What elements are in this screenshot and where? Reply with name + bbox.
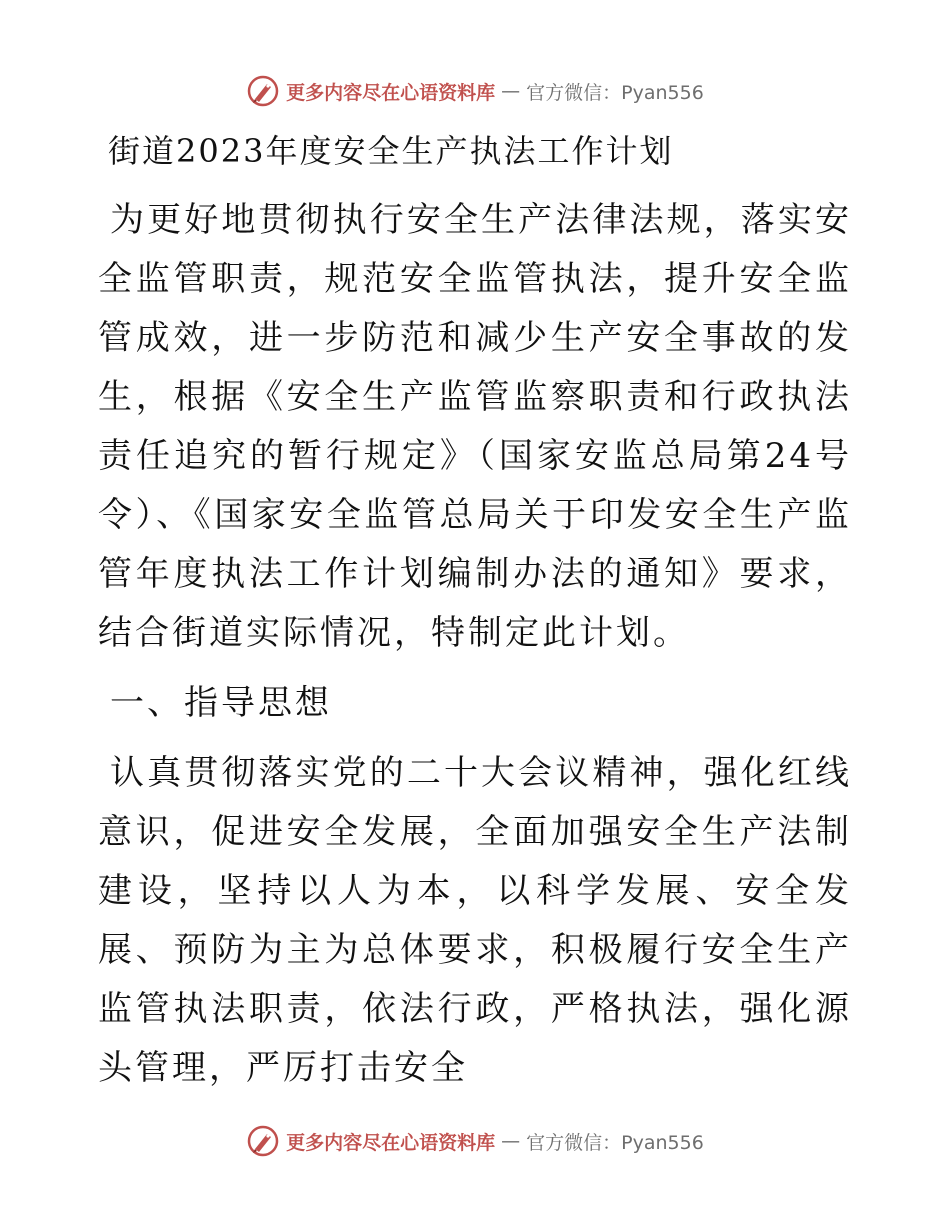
watermark-separator: — — [501, 1130, 521, 1152]
watermark-header — [0, 74, 950, 108]
watermark-brand-text: 更多内容尽在心语资料库 — [286, 1131, 496, 1154]
watermark-contact-text: 官方微信：Pyan556 — [526, 81, 704, 104]
document-body — [98, 122, 852, 1098]
watermark-contact-text: 官方微信：Pyan556 — [526, 1131, 704, 1154]
pen-nib-logo-icon — [246, 1124, 280, 1158]
document-title: 街道2023年度安全生产执法工作计划 — [108, 132, 674, 170]
intro-paragraph: 为更好地贯彻执行安全生产法律法规，落实安全监管职责，规范安全监管执法，提升安全监管成效，进一步防范和减少生产安全事故的发生，根据《安全生产监管监察职责和行政执法责任追究的暂行规定》（国家安监总局第24号令）、《国家安全监管总局关于印发安全生产监管年度执法工作计划编制办法的通知》要求，结合街道实际情况，特制定此计划。 — [98, 200, 852, 653]
watermark-brand-text: 更多内容尽在心语资料库 — [286, 81, 496, 104]
section-heading-guiding-ideology: 一、指导思想 — [110, 683, 332, 723]
watermark-footer — [0, 1124, 950, 1158]
section-paragraph-guiding-ideology: 认真贯彻落实党的二十大会议精神，强化红线意识，促进安全发展，全面加强安全生产法制建设，坚持以人为本，以科学发展、安全发展、预防为主为总体要求，积极履行安全生产监管执法职责，依法行政，严格执法，强化源头管理，严厉打击安全 — [98, 753, 852, 1088]
watermark-separator: — — [501, 80, 521, 102]
pen-nib-logo-icon — [246, 74, 280, 108]
